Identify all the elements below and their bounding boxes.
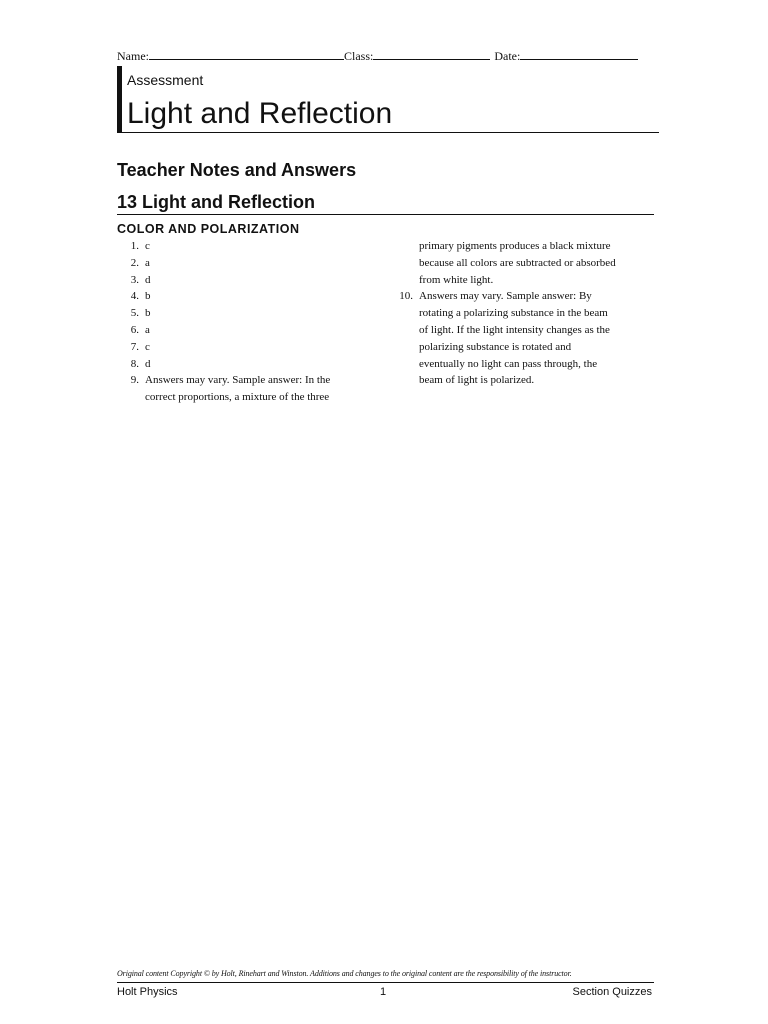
copyright-notice: Original content Copyright © by Holt, Rinehart and Winston. Additions and changes to the original content are the responsibility of the instructor. [117, 969, 572, 978]
date-label: Date: [494, 49, 521, 63]
answer-continuation: from white light. [419, 273, 494, 286]
answer-item [117, 356, 382, 373]
name-class-date-line [117, 47, 638, 64]
answer-text: c [145, 240, 150, 252]
answer-text: a [145, 323, 150, 336]
answer-continuation: because all colors are subtracted or absorbed [419, 256, 616, 269]
answer-number: 4. [130, 290, 139, 303]
chapter-divider [117, 214, 654, 215]
answer-text: c [145, 340, 150, 353]
teacher-notes-heading: Teacher Notes and Answers [117, 160, 357, 180]
answer-text: Answers may vary. Sample answer: In the [145, 374, 331, 387]
answer-number: 3. [130, 273, 139, 286]
answer-continuation: primary pigments produces a black mixture [419, 240, 611, 252]
answer-text: b [145, 290, 151, 303]
name-field[interactable] [149, 47, 344, 60]
answers-left-column [117, 238, 382, 406]
answers-right-column [391, 238, 656, 389]
answer-number: 8. [130, 357, 139, 370]
answer-continuation: rotating a polarizing substance in the beam [419, 307, 608, 320]
answer-item [117, 238, 382, 255]
footer-book-title: Holt Physics [117, 986, 178, 998]
section-heading: COLOR AND POLARIZATION [117, 222, 300, 236]
chapter-heading: 13 Light and Reflection [117, 192, 316, 212]
answer-item [117, 305, 382, 322]
answer-item [117, 372, 382, 389]
page-title: Light and Reflection [127, 97, 393, 130]
answer-number: 9. [130, 374, 139, 387]
answer-continuation: of light. If the light intensity changes as the [419, 323, 610, 336]
answer-text: b [145, 307, 151, 320]
answer-continuation: polarizing substance is rotated and [419, 340, 572, 353]
answer-continuation: correct proportions, a mixture of the three [145, 391, 330, 404]
answer-text: d [145, 357, 151, 370]
answer-number: 10. [399, 290, 413, 303]
answer-item [117, 339, 382, 356]
answer-number: 5. [130, 307, 139, 320]
footer-divider [117, 982, 654, 983]
date-field[interactable] [520, 47, 638, 60]
answer-text: Answers may vary. Sample answer: By [419, 290, 592, 303]
name-label: Name: [117, 49, 149, 63]
class-field[interactable] [373, 47, 490, 60]
answer-item [117, 288, 382, 305]
answer-text: d [145, 273, 151, 286]
answer-number: 7. [130, 340, 139, 353]
answer-number: 6. [130, 323, 139, 336]
footer-section-title: Section Quizzes [572, 986, 652, 998]
answer-item [117, 272, 382, 289]
answer-item [117, 322, 382, 339]
answer-number: 2. [130, 256, 139, 269]
answer-number: 1. [130, 240, 139, 252]
answer-text: a [145, 256, 150, 269]
answer-item [391, 288, 656, 305]
answer-continuation: beam of light is polarized. [419, 374, 535, 387]
page-number: 1 [380, 986, 387, 998]
answer-item [117, 255, 382, 272]
header-label: Assessment [127, 72, 204, 88]
class-label: Class: [344, 49, 374, 63]
answer-continuation: eventually no light can pass through, the [419, 357, 598, 370]
